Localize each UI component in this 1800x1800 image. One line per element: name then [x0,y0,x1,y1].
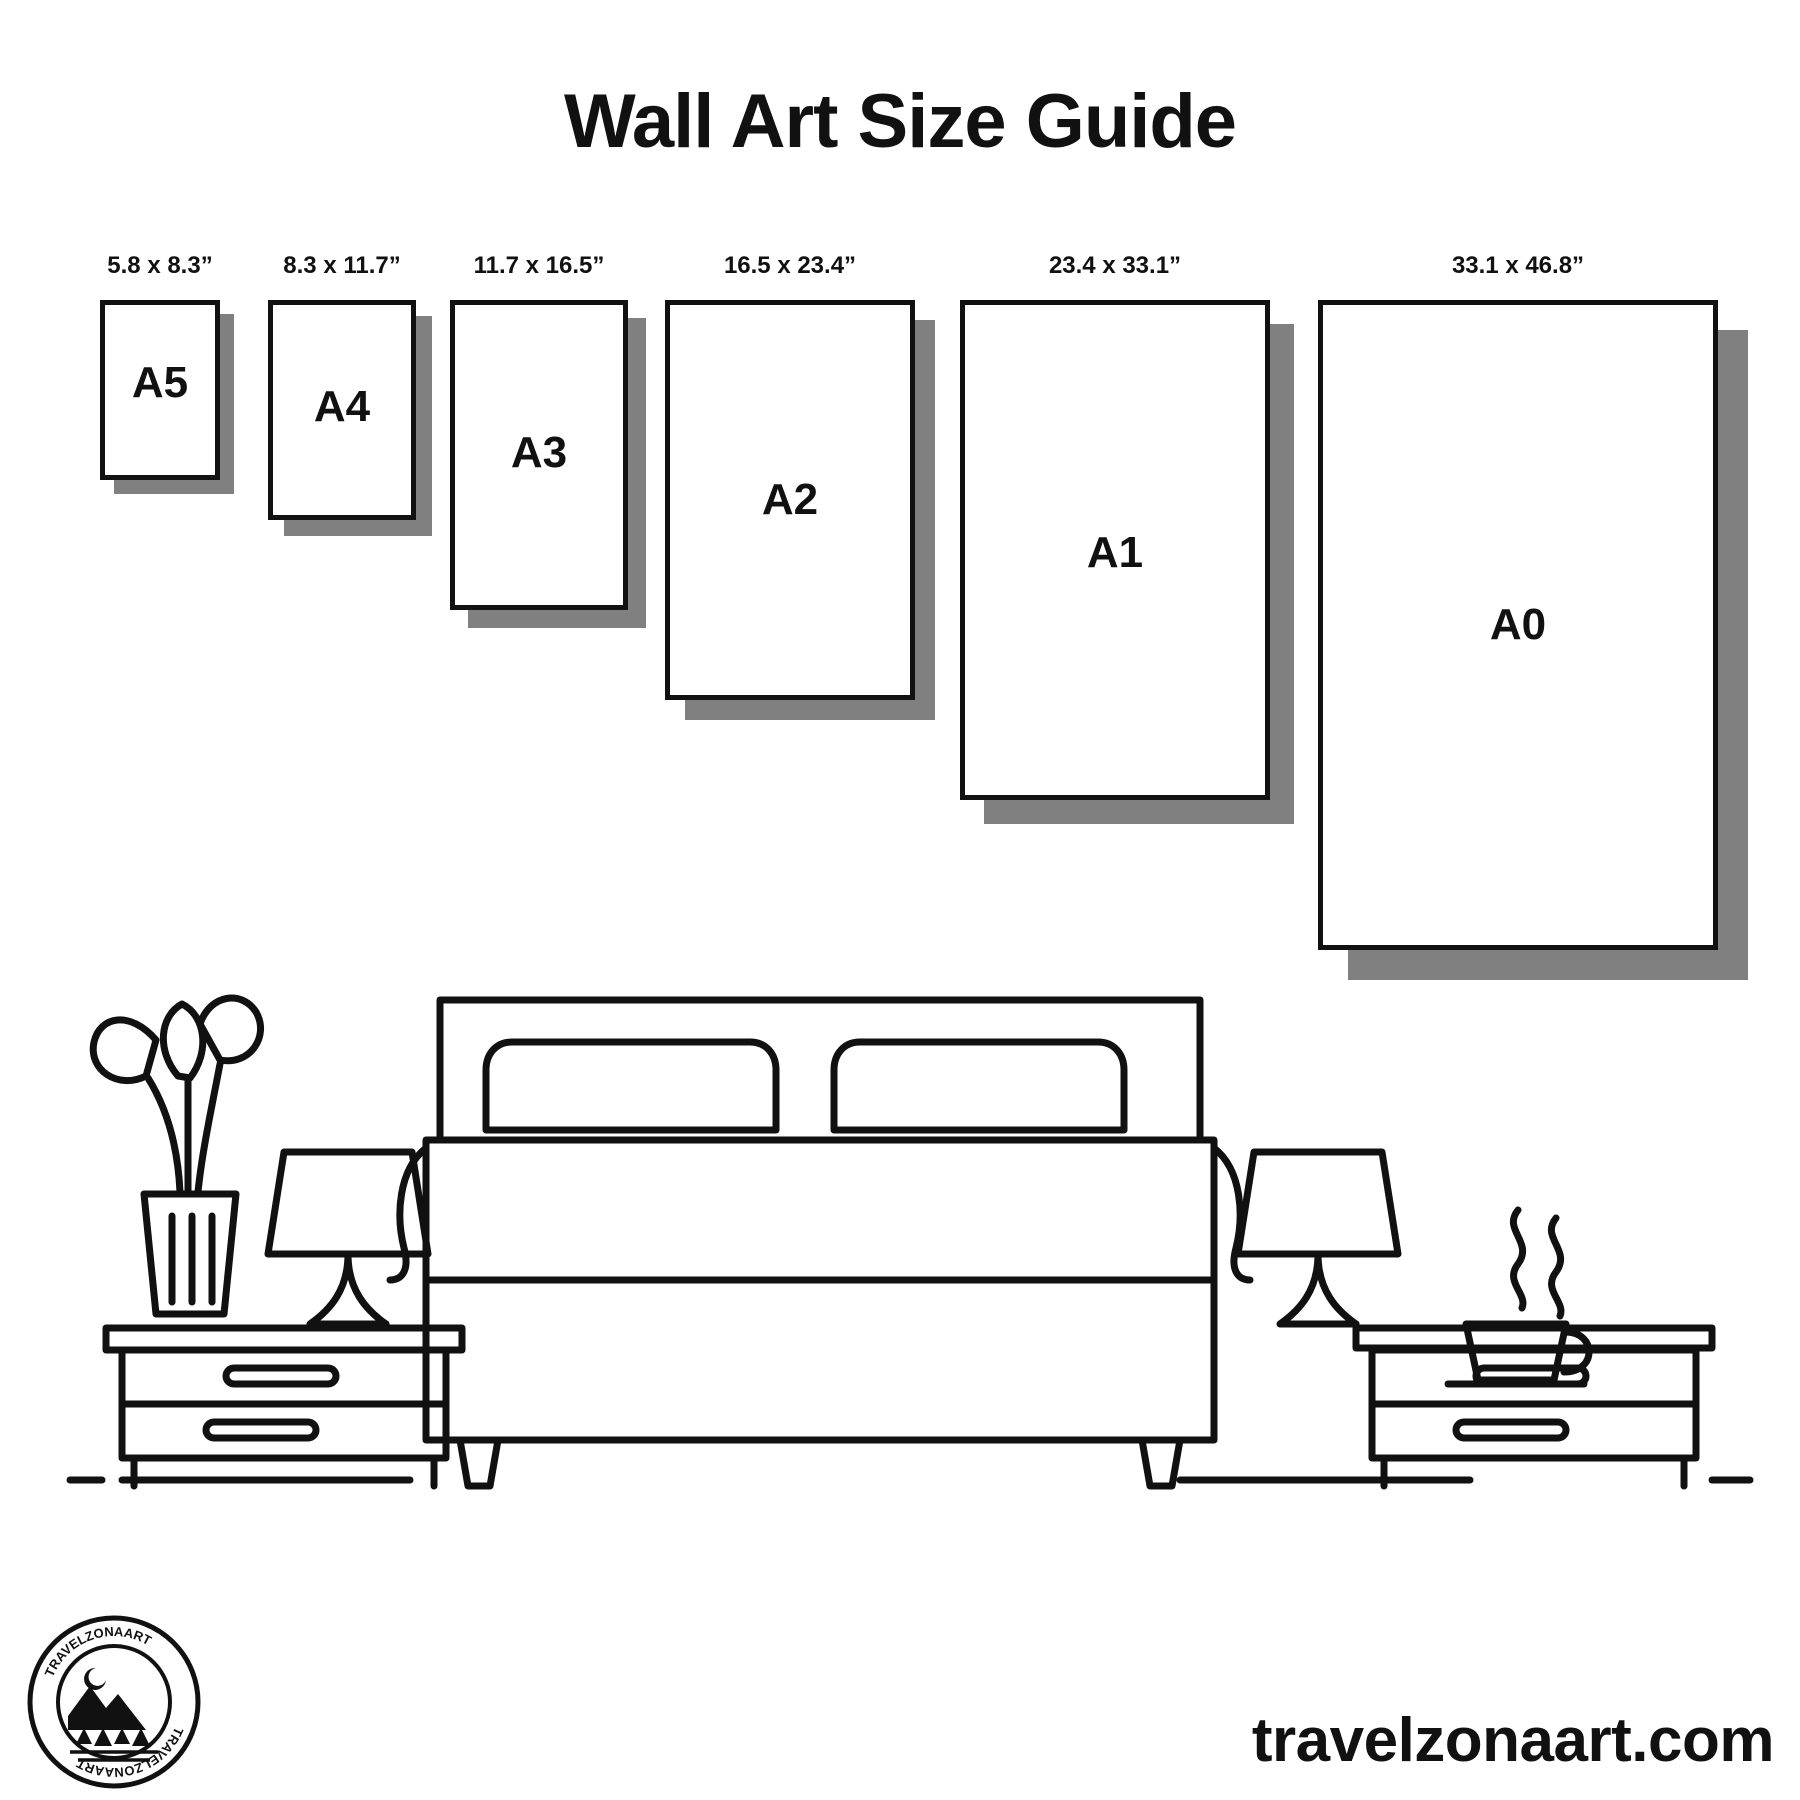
page-title: Wall Art Size Guide [563,79,1237,164]
frame-size-name: A0 [1489,600,1547,649]
frame-dimensions-label: 33.1 x 46.8” [1451,252,1585,279]
frame-dimensions-label: 11.7 x 16.5” [473,252,605,279]
frame-dimensions-label: 23.4 x 33.1” [1048,252,1182,279]
logo-text-top: TRAVELZONAART [41,1623,154,1679]
moon-icon [84,1668,106,1690]
frame-dimensions-label: 5.8 x 8.3” [107,252,213,279]
frame-size-name: A2 [761,475,819,524]
coffee-cup [1448,1210,1589,1384]
frame-dimensions-label: 8.3 x 11.7” [283,252,401,279]
frame-group-a0[interactable] [1318,252,1718,950]
frame-dimensions-label: 16.5 x 23.4” [723,252,857,279]
bed [390,1000,1250,1486]
bedroom-scene [60,980,1760,1540]
right-nightstand [1356,1328,1712,1486]
frame-size-name: A5 [131,358,189,407]
frame-size-name: A1 [1086,528,1144,577]
frame-size-name: A4 [313,382,371,431]
plant-vase [93,998,260,1314]
tree-icon [76,1728,150,1746]
right-table-lamp [1238,1152,1398,1324]
left-nightstand [106,1328,462,1486]
frame-size-name: A3 [510,428,568,477]
mountain-icon [68,1686,146,1730]
frame-group-a5[interactable] [100,252,220,480]
frame-group-a3[interactable] [450,252,628,610]
frame-group-a1[interactable] [960,252,1270,800]
frame-group-a4[interactable] [268,252,416,520]
frame-group-a2[interactable] [665,252,915,700]
logo-text-bottom: TRAVELZONAART [74,1725,187,1781]
brand-logo[interactable] [24,1612,204,1792]
website-url[interactable]: travelzonaart.com [1251,1706,1774,1775]
